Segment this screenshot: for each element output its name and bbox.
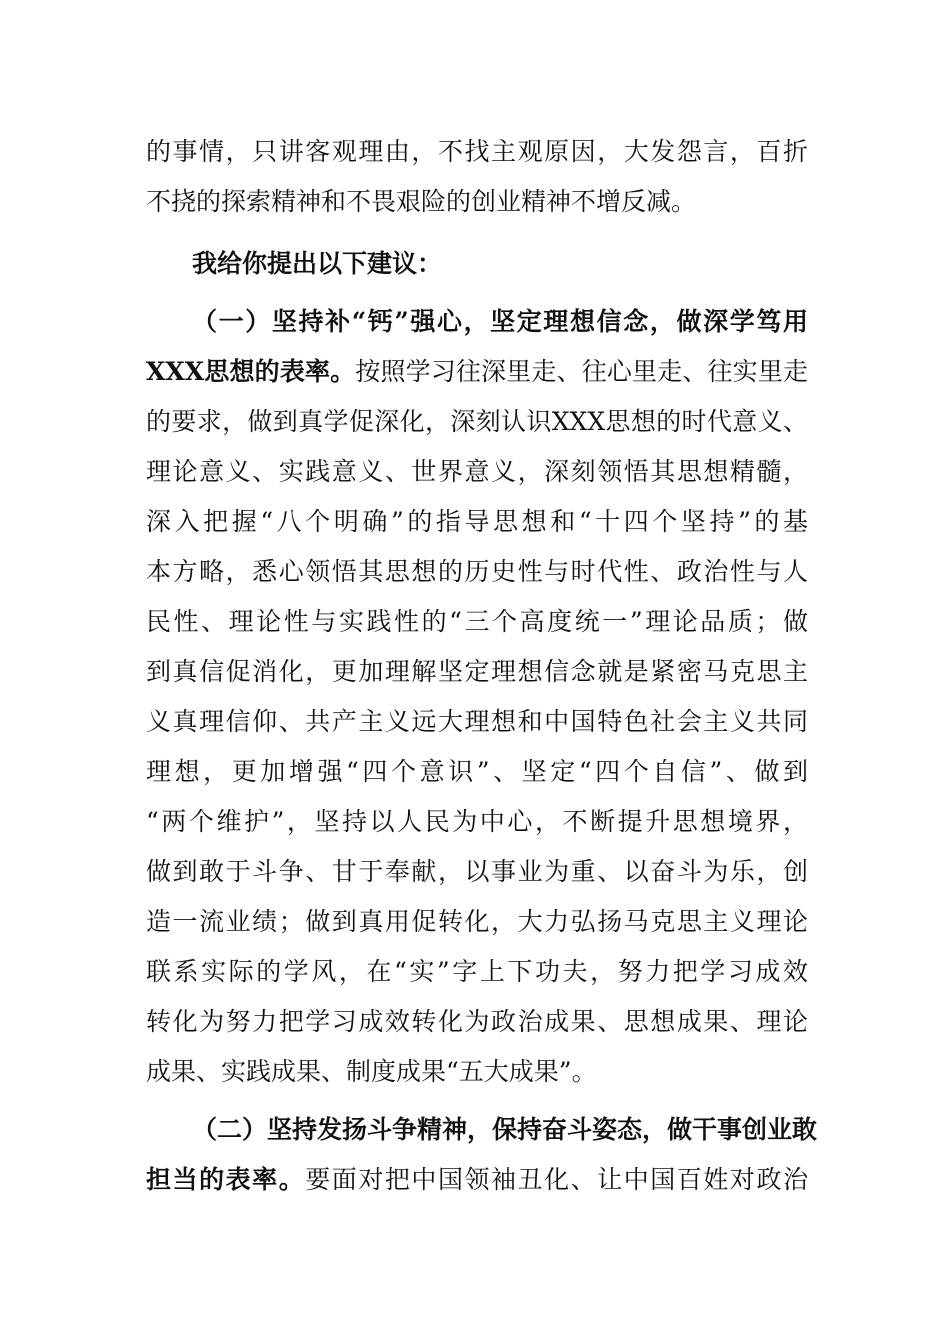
text-line: 义真理信仰、共产主义远大理想和中国特色社会主义共同 [146, 707, 808, 736]
suggestion-2-heading-end: 担当的表率。 [146, 1165, 306, 1194]
document-body [146, 127, 818, 1205]
paragraph-suggestion-2 [146, 1105, 818, 1205]
text-line [146, 347, 808, 397]
text-line: 深入把握“八个明确”的指导思想和“十四个坚持”的基 [146, 507, 808, 536]
text-line: 民性、理论性与实践性的“三个高度统一”理论品质；做 [146, 607, 808, 636]
text-line: 的要求，做到真学促深化，深刻认识XXX思想的时代意义、 [146, 407, 808, 436]
text-line: 的事情，只讲客观理由，不找主观原因，大发怨言，百折 [146, 137, 808, 166]
text-line: 到真信促消化，更加理解坚定理想信念就是紧密马克思主 [146, 657, 808, 686]
text-segment: 按照学习往深里走、往心里走、往实里走 [355, 357, 808, 386]
text-line: 成果、实践成果、制度成果“五大成果”。 [146, 1057, 597, 1086]
text-line: 不挠的探索精神和不畏艰险的创业精神不增反减。 [146, 187, 697, 216]
suggestion-1-heading: （一）坚持补“钙”强心，坚定理想信念，做深学笃用 [192, 307, 808, 336]
paragraph-continuation [146, 127, 808, 227]
text-line: 本方略，悉心领悟其思想的历史性与时代性、政治性与人 [146, 557, 808, 586]
text-line: 理论意义、实践意义、世界意义，深刻领悟其思想精髓， [146, 457, 808, 486]
paragraph-suggestion-1 [146, 297, 808, 1097]
text-line: 做到敢于斗争、甘于奉献，以事业为重、以奋斗为乐，创 [146, 857, 808, 886]
text-line [146, 1155, 808, 1205]
text-line: 造一流业绩；做到真用促转化，大力弘扬马克思主义理论 [146, 907, 808, 936]
suggestion-2-heading: （二）坚持发扬斗争精神，保持奋斗姿态，做干事创业敢 [192, 1115, 818, 1144]
text-segment: 要面对把中国领袖丑化、让中国百姓对政治 [305, 1165, 808, 1194]
suggestion-1-heading-end: XXX思想的表率。 [146, 357, 356, 386]
paragraph-suggestion-intro [146, 239, 808, 289]
text-line: 联系实际的学风，在“实”字上下功夫，努力把学习成效 [146, 957, 808, 986]
text-line: “两个维护”，坚持以人民为中心，不断提升思想境界， [146, 807, 808, 836]
text-line: 转化为努力把学习成效转化为政治成果、思想成果、理论 [146, 1007, 808, 1036]
text-line: 理想，更加增强“四个意识”、坚定“四个自信”、做到 [146, 757, 808, 786]
suggestion-intro: 我给你提出以下建议： [192, 249, 443, 278]
